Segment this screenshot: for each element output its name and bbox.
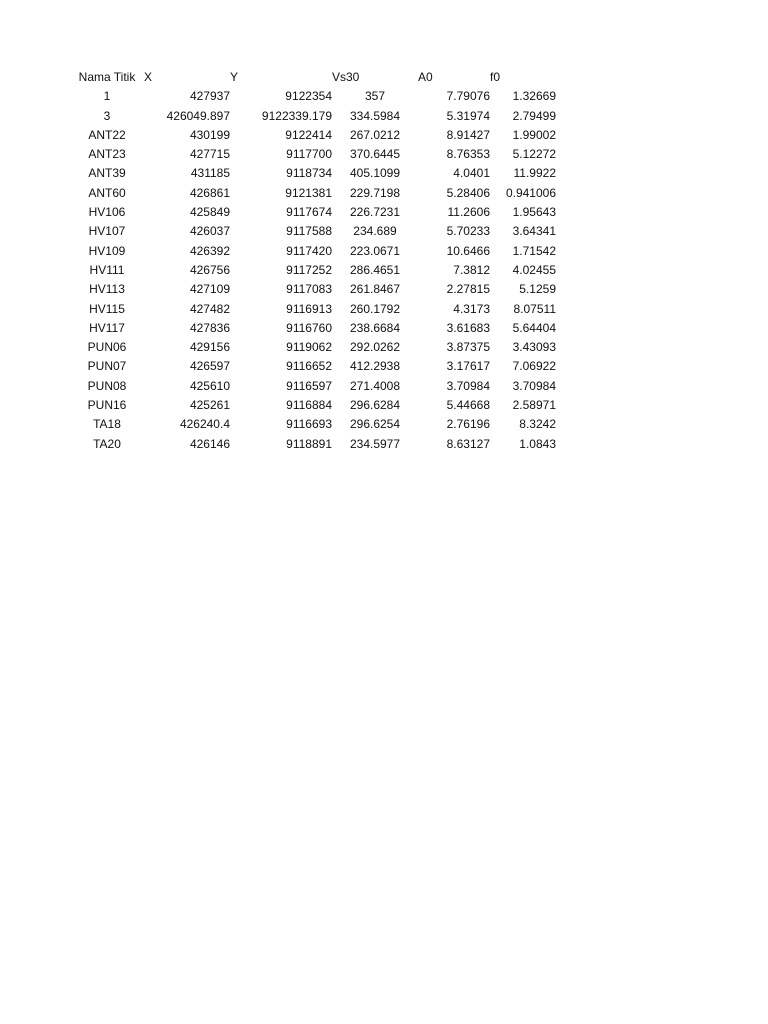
header-row	[70, 68, 556, 87]
table-row	[70, 261, 556, 280]
table-row	[70, 145, 556, 164]
cell-f0: 8.3242	[519, 417, 556, 432]
cell-x: 426049.897	[166, 108, 230, 123]
header-f0: f0	[490, 70, 501, 84]
cell-x: 426037	[189, 224, 230, 239]
cell-y: 9116652	[286, 359, 332, 374]
cell-x: 426240.4	[179, 417, 230, 432]
cell-y: 9122339.179	[261, 108, 332, 123]
cell-f0: 5.1259	[519, 282, 556, 297]
cell-vs30: 370.6445	[349, 147, 401, 162]
cell-nama-titik: HV111	[89, 262, 125, 277]
cell-y: 9116913	[286, 301, 332, 316]
header-nama-titik: Nama Titik	[78, 70, 136, 84]
cell-y: 9122414	[285, 127, 332, 142]
cell-vs30: 286.4651	[349, 262, 401, 277]
table-row	[70, 280, 556, 299]
cell-a0: 4.0401	[453, 166, 490, 181]
cell-y: 9117420	[286, 243, 332, 258]
cell-a0: 3.61683	[446, 320, 490, 335]
cell-x: 426597	[189, 359, 230, 374]
cell-vs30: 334.5984	[349, 108, 401, 123]
cell-a0: 8.91427	[446, 127, 490, 142]
cell-vs30: 405.1099	[349, 166, 401, 181]
cell-nama-titik: PUN16	[87, 398, 127, 413]
cell-f0: 3.64341	[512, 224, 556, 239]
cell-vs30: 296.6284	[349, 398, 401, 413]
cell-a0: 10.6466	[446, 243, 490, 258]
cell-f0: 0.941006	[505, 185, 556, 200]
cell-a0: 8.63127	[446, 436, 490, 451]
table-row	[70, 87, 556, 106]
cell-y: 9117083	[286, 282, 332, 297]
header-y: Y	[230, 70, 239, 84]
cell-f0: 8.07511	[513, 301, 556, 316]
cell-a0: 5.44668	[446, 398, 490, 413]
cell-f0: 1.71542	[512, 243, 556, 258]
cell-y: 9119062	[286, 340, 332, 355]
cell-nama-titik: HV109	[88, 243, 126, 258]
cell-a0: 4.3173	[453, 301, 490, 316]
cell-x: 427715	[189, 147, 230, 162]
spreadsheet-page	[70, 68, 556, 454]
cell-y: 9117588	[286, 224, 332, 239]
cell-nama-titik: HV113	[89, 282, 125, 297]
cell-nama-titik: ANT60	[88, 185, 126, 200]
cell-a0: 2.27815	[446, 282, 490, 297]
cell-a0: 5.31974	[446, 108, 490, 123]
cell-nama-titik: ANT23	[88, 147, 126, 162]
cell-f0: 2.79499	[512, 108, 556, 123]
cell-x: 427109	[189, 282, 230, 297]
cell-x: 427836	[189, 320, 230, 335]
cell-nama-titik: HV115	[89, 301, 125, 316]
cell-nama-titik: ANT22	[88, 127, 126, 142]
cell-a0: 7.3812	[453, 262, 490, 277]
cell-y: 9122354	[285, 89, 332, 104]
cell-vs30: 229.7198	[349, 185, 401, 200]
table-row	[70, 357, 556, 376]
cell-nama-titik: HV107	[88, 224, 126, 239]
cell-vs30: 223.0671	[349, 243, 401, 258]
cell-x: 426392	[189, 243, 230, 258]
cell-vs30: 296.6254	[349, 417, 401, 432]
cell-vs30: 271.4008	[349, 378, 401, 393]
cell-nama-titik: ANT39	[88, 166, 126, 181]
cell-f0: 1.95643	[512, 205, 556, 220]
cell-nama-titik: 3	[103, 108, 111, 123]
cell-vs30: 292.0262	[349, 340, 401, 355]
cell-x: 427937	[189, 89, 230, 104]
cell-f0: 3.43093	[512, 340, 556, 355]
cell-y: 9117252	[286, 262, 332, 277]
table-row	[70, 396, 556, 415]
table-row	[70, 415, 556, 434]
table-row	[70, 126, 556, 145]
cell-y: 9117700	[286, 147, 332, 162]
table-row	[70, 107, 556, 126]
cell-a0: 8.76353	[446, 147, 490, 162]
cell-nama-titik: PUN08	[87, 378, 127, 393]
table-row	[70, 300, 556, 319]
cell-f0: 5.64404	[512, 320, 556, 335]
cell-vs30: 234.689	[353, 224, 397, 239]
table-row	[70, 435, 556, 454]
cell-x: 425849	[189, 205, 230, 220]
table-row	[70, 184, 556, 203]
cell-a0: 3.17617	[446, 359, 490, 374]
table-body	[70, 87, 556, 454]
cell-x: 427482	[189, 301, 230, 316]
cell-y: 9118734	[286, 166, 332, 181]
cell-y: 9116884	[286, 398, 332, 413]
cell-a0: 11.2606	[447, 205, 490, 220]
cell-nama-titik: HV106	[88, 205, 126, 220]
header-x: X	[144, 70, 153, 84]
table-row	[70, 338, 556, 357]
table-row	[70, 319, 556, 338]
cell-vs30: 234.5977	[349, 436, 401, 451]
cell-f0: 1.99002	[512, 127, 556, 142]
cell-y: 9116693	[286, 417, 332, 432]
cell-x: 429156	[189, 340, 230, 355]
cell-x: 426146	[189, 436, 230, 451]
cell-nama-titik: 1	[103, 89, 111, 104]
cell-a0: 2.76196	[446, 417, 490, 432]
table-row	[70, 377, 556, 396]
cell-f0: 4.02455	[512, 262, 556, 277]
cell-y: 9121381	[285, 185, 332, 200]
cell-f0: 2.58971	[512, 398, 556, 413]
cell-a0: 7.79076	[446, 89, 490, 104]
cell-f0: 5.12272	[512, 147, 556, 162]
cell-f0: 7.06922	[512, 359, 556, 374]
cell-a0: 5.28406	[446, 185, 490, 200]
header-vs30: Vs30	[332, 70, 360, 84]
cell-f0: 11.9922	[513, 166, 556, 181]
cell-f0: 1.0843	[519, 436, 556, 451]
cell-nama-titik: TA20	[93, 436, 121, 451]
cell-vs30: 412.2938	[349, 359, 401, 374]
cell-y: 9116597	[286, 378, 332, 393]
cell-nama-titik: PUN06	[87, 340, 127, 355]
cell-y: 9117674	[286, 205, 332, 220]
data-table	[70, 68, 556, 454]
cell-a0: 3.70984	[446, 378, 490, 393]
cell-x: 431185	[190, 166, 230, 181]
cell-vs30: 357	[364, 89, 386, 104]
cell-x: 425261	[189, 398, 230, 413]
cell-y: 9118891	[286, 436, 332, 451]
cell-x: 430199	[189, 127, 230, 142]
cell-vs30: 238.6684	[349, 320, 401, 335]
cell-f0: 3.70984	[512, 378, 556, 393]
cell-x: 425610	[189, 378, 230, 393]
cell-vs30: 261.8467	[349, 282, 401, 297]
cell-a0: 5.70233	[446, 224, 490, 239]
cell-x: 426861	[189, 185, 230, 200]
cell-a0: 3.87375	[446, 340, 490, 355]
table-row	[70, 222, 556, 241]
cell-vs30: 267.0212	[349, 127, 401, 142]
header-a0: A0	[418, 70, 433, 84]
cell-nama-titik: PUN07	[87, 359, 127, 374]
cell-f0: 1.32669	[512, 89, 556, 104]
table-row	[70, 242, 556, 261]
table-row	[70, 203, 556, 222]
table-row	[70, 164, 556, 183]
cell-y: 9116760	[286, 320, 332, 335]
cell-nama-titik: TA18	[93, 417, 121, 432]
cell-x: 426756	[189, 262, 230, 277]
cell-vs30: 260.1792	[349, 301, 401, 316]
cell-nama-titik: HV117	[89, 320, 125, 335]
cell-vs30: 226.7231	[349, 205, 401, 220]
